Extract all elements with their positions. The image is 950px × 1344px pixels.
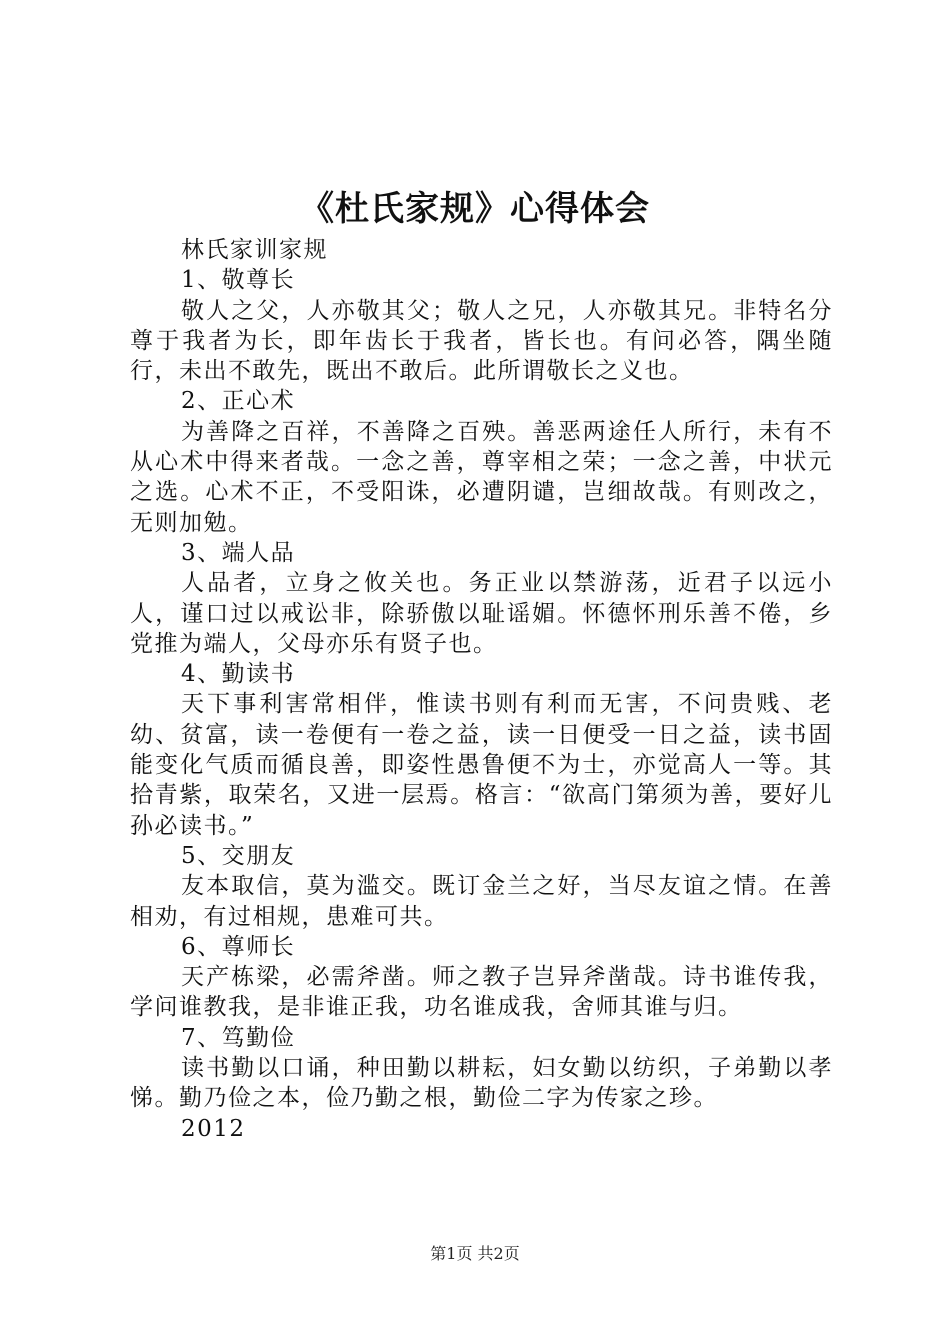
section-text-5: 友本取信，莫为滥交。既订金兰之好，当尽友谊之情。在善相劝，有过相规，患难可共。 bbox=[130, 873, 833, 930]
section-heading-1: 1、敬尊长 bbox=[181, 267, 296, 294]
document-body bbox=[130, 235, 833, 1144]
section-text-4: 天下事利害常相伴，惟读书则有利而无害，不问贵贱、老幼、贫富，读一卷便有一卷之益，读一日便受一日之益，读书固能变化气质而循良善，即姿性愚鲁便不为士，亦觉高人一等。其拾青紫，取荣名，又进一层焉。格言：“欲高门第须为善，要好儿孙必读书。” bbox=[130, 691, 833, 839]
section-heading-4: 4、勤读书 bbox=[181, 661, 296, 688]
section-text-2: 为善降之百祥，不善降之百殃。善恶两途任人所行，未有不从心术中得来者哉。一念之善，尊宰相之荣；一念之善，中状元之选。心术不正，不受阳诛，必遭阴谴，岂细故哉。有则改之，无则加勉。 bbox=[130, 418, 833, 536]
section-text-3: 人品者，立身之攸关也。务正业以禁游荡，近君子以远小人，谨口过以戒讼非，除骄傲以耻谣媚。怀德怀刑乐善不倦，乡党推为端人，父母亦乐有贤子也。 bbox=[130, 570, 833, 657]
closing-year: 2012 bbox=[181, 1115, 246, 1142]
section-heading-5: 5、交朋友 bbox=[181, 842, 296, 869]
section-heading-7: 7、笃勤俭 bbox=[181, 1024, 296, 1051]
section-text-1: 敬人之父，人亦敬其父；敬人之兄，人亦敬其兄。非特名分尊于我者为长，即年齿长于我者，皆长也。有问必答，隅坐随行，未出不敢先，既出不敢后。此所谓敬长之义也。 bbox=[130, 297, 833, 385]
section-heading-3: 3、端人品 bbox=[181, 539, 296, 566]
document-subtitle: 林氏家训家规 bbox=[181, 237, 328, 263]
section-heading-6: 6、尊师长 bbox=[181, 933, 296, 960]
section-text-6: 天产栋梁，必需斧凿。师之教子岂异斧凿哉。诗书谁传我，学问谁教我，是非谁正我，功名谁成我，舍师其谁与归。 bbox=[130, 964, 833, 1021]
document-title: 《杜氏家规》心得体会 bbox=[300, 189, 650, 229]
section-text-7: 读书勤以口诵，种田勤以耕耘，妇女勤以纺织，子弟勤以孝悌。勤乃俭之本，俭乃勤之根，勤俭二字为传家之珍。 bbox=[130, 1055, 833, 1112]
section-heading-2: 2、正心术 bbox=[181, 388, 296, 415]
page-footer: 第1页 共2页 bbox=[430, 1244, 520, 1263]
